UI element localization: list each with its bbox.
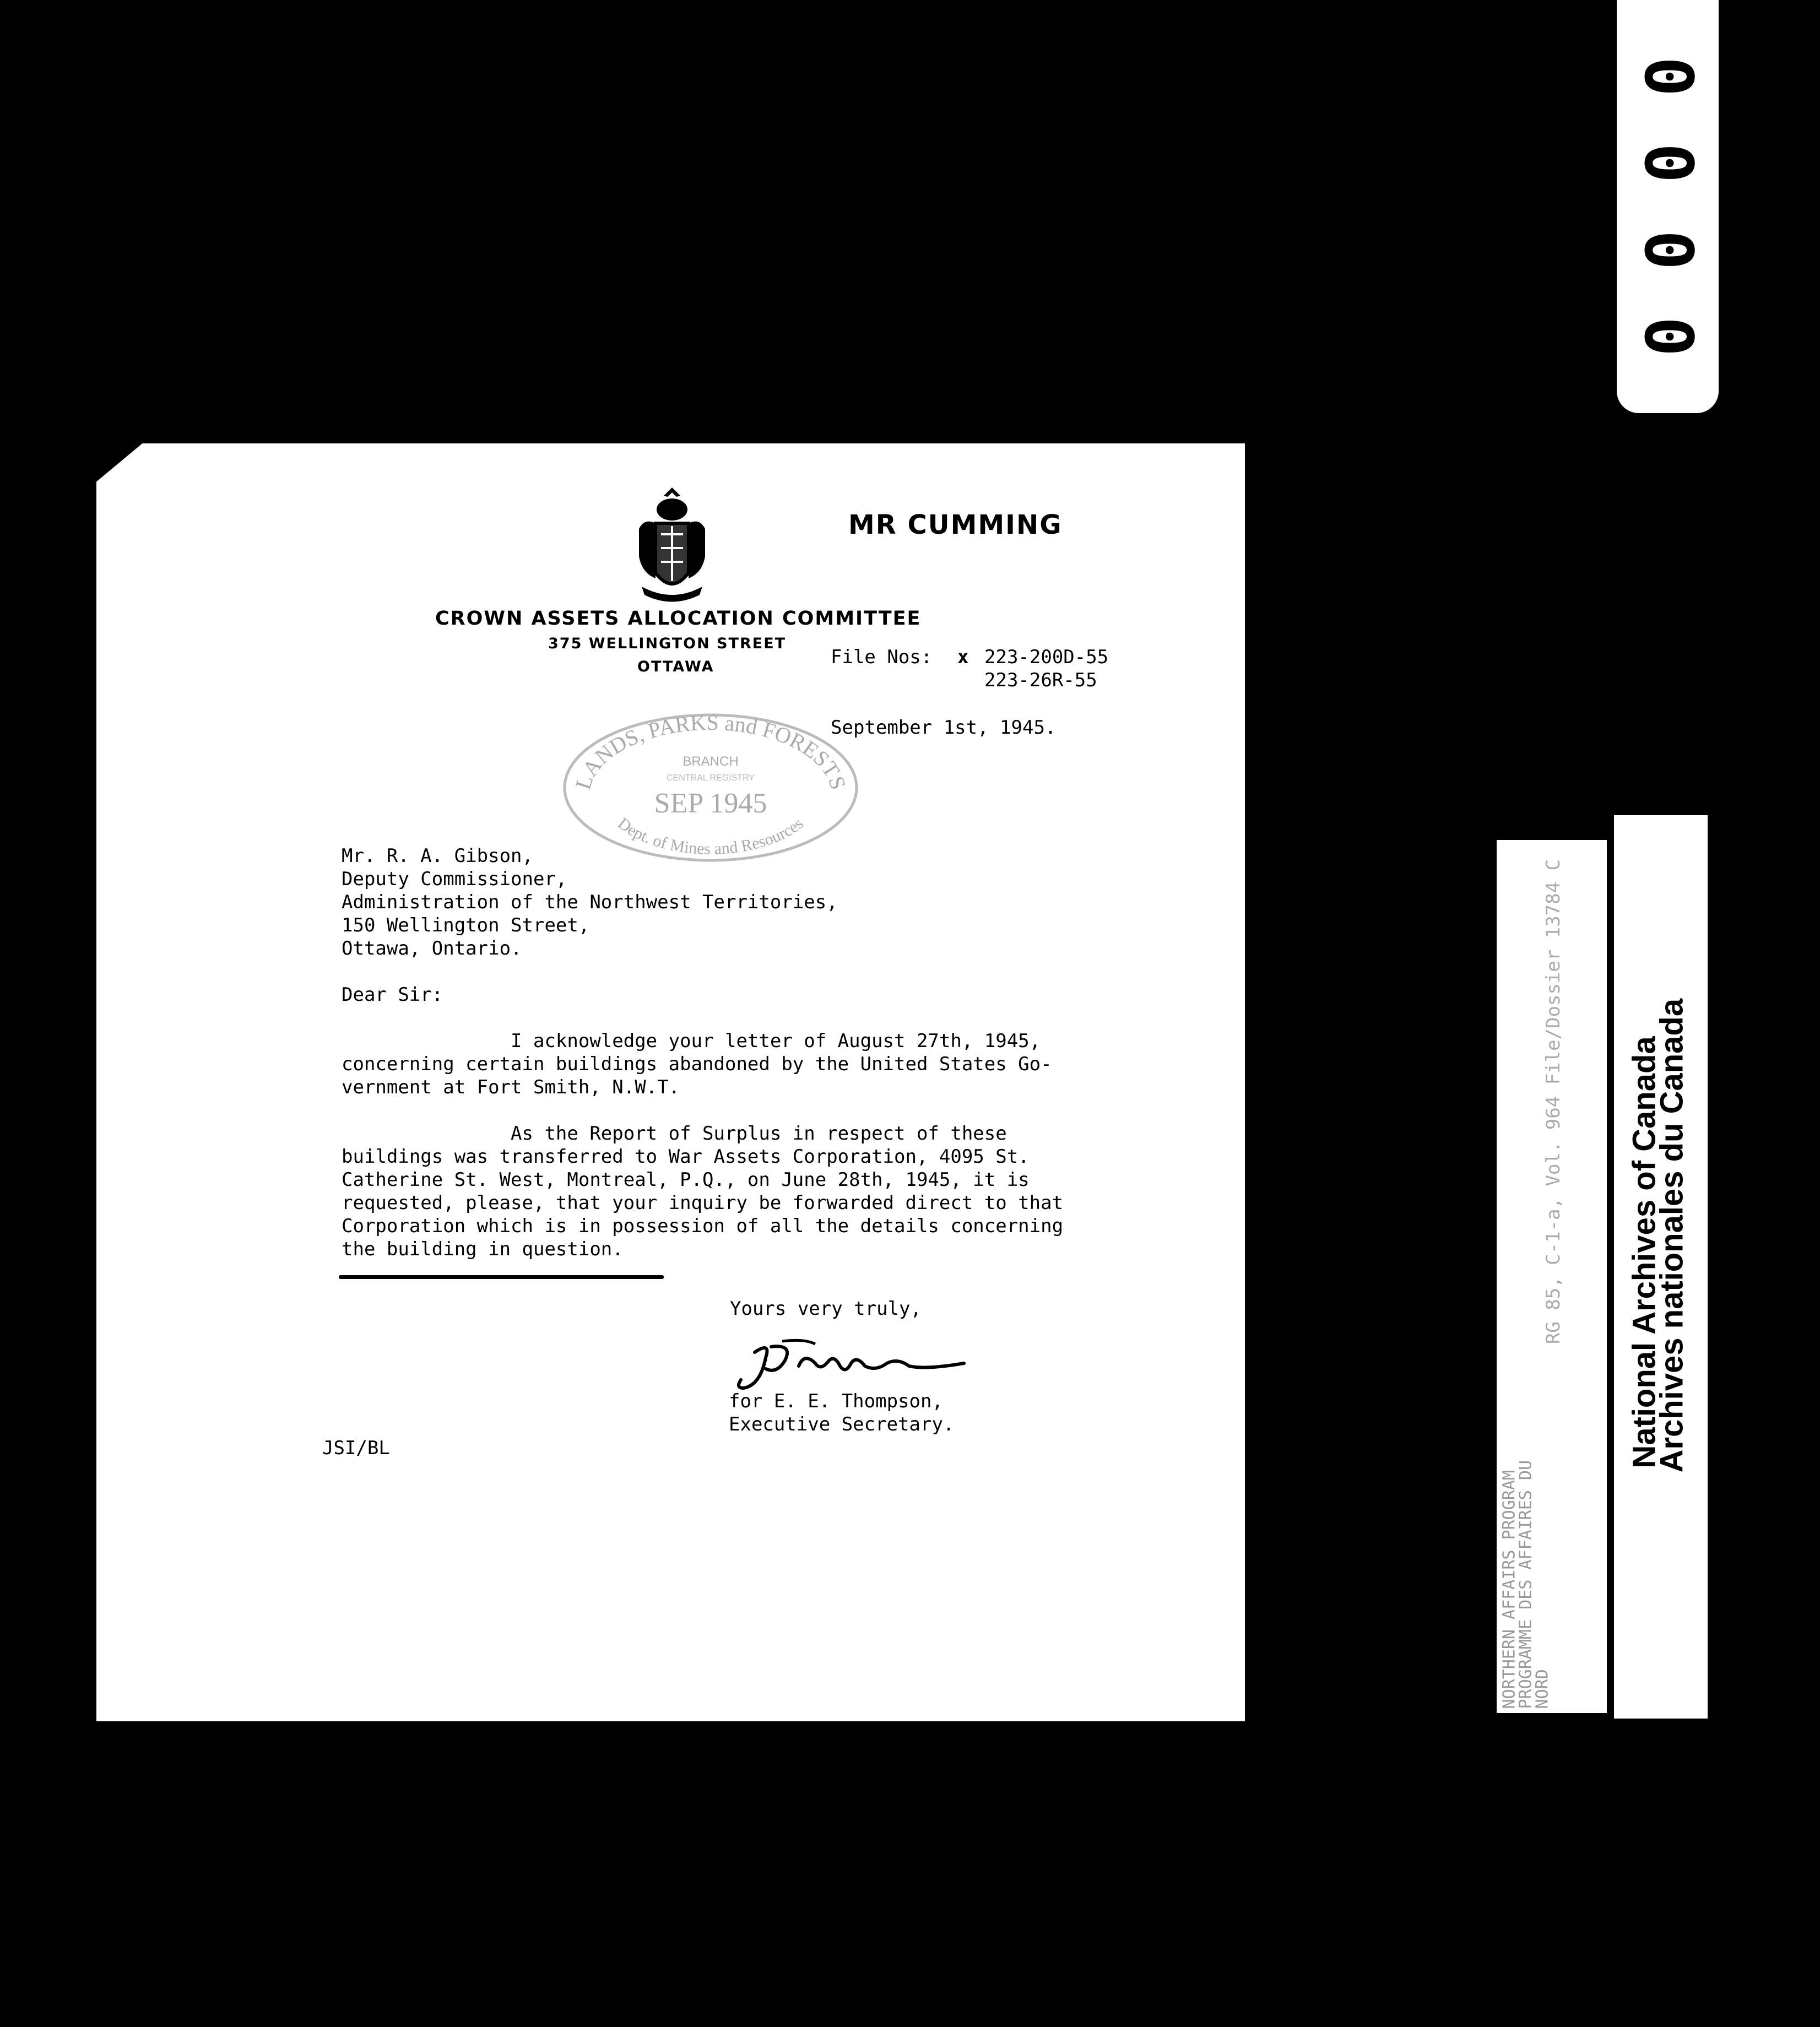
recipient-line: Ottawa, Ontario. — [342, 937, 522, 960]
stamp-date: SEP 1945 — [654, 788, 767, 819]
signer-title: Executive Secretary. — [729, 1413, 955, 1435]
stamp-line-1: LANDS, PARKS and FORESTS — [570, 709, 851, 793]
frame-digit: 0 — [1629, 143, 1707, 183]
paragraph-line: requested, please, that your inquiry be forwarded direct to that — [342, 1192, 1064, 1214]
frame-digit: 0 — [1629, 317, 1707, 357]
file-nos-marker: x — [957, 646, 969, 668]
archives-name-en: National Archives of Canada — [1626, 1036, 1662, 1468]
archive-ref-line: RG 85, C-1-a, Vol. 964 — [1542, 1096, 1564, 1345]
recipient-line: Mr. R. A. Gibson, — [342, 845, 533, 867]
paragraph-line: Catherine St. West, Montreal, P.Q., on June 28th, 1945, it is — [342, 1169, 1030, 1191]
file-no-1: 223-200D-55 — [984, 646, 1109, 668]
signature — [733, 1336, 975, 1396]
letter-date: September 1st, 1945. — [831, 717, 1057, 739]
paragraph-line: buildings was transferred to War Assets Corporation, 4095 St. — [342, 1146, 1030, 1168]
file-nos-label: File Nos: — [831, 646, 933, 668]
recipient-stamp: MR CUMMING — [848, 510, 1063, 540]
paragraph-line: concerning certain buildings abandoned by the United States Go- — [342, 1053, 1052, 1075]
program-line-fr: PROGRAMME DES AFFAIRES DU — [1516, 1460, 1536, 1709]
stamp-line-2: BRANCH — [682, 754, 739, 769]
recipient-line: 150 Wellington Street, — [342, 914, 590, 936]
received-stamp — [556, 708, 865, 868]
recipient-line: Deputy Commissioner, — [342, 868, 567, 890]
salutation: Dear Sir: — [342, 984, 443, 1006]
reference-initials: JSI/BL — [322, 1437, 390, 1459]
paper-tear-mark — [270, 545, 314, 606]
letter-body — [342, 844, 1063, 1261]
paragraph-line: Corporation which is in possession of all the details concerning — [342, 1215, 1064, 1237]
paragraph-line: vernment at Fort Smith, N.W.T. — [342, 1076, 680, 1098]
hand-underline — [339, 1275, 664, 1279]
signer: for E. E. Thompson, — [729, 1390, 943, 1412]
stamp-line-3: CENTRAL REGISTRY — [666, 773, 755, 783]
coat-of-arms-icon — [628, 485, 716, 606]
paragraph-line: the building in question. — [342, 1238, 624, 1260]
archive-ref-line-2: File/Dossier 13784 C — [1542, 859, 1564, 1085]
letterhead-org: CROWN ASSETS ALLOCATION COMMITTEE — [435, 608, 922, 630]
paragraph-line: I acknowledge your letter of August 27th, 1945, — [342, 1030, 1041, 1052]
stamp-line-4: Dept. of Mines and Resources — [614, 814, 807, 858]
frame-number-strip — [1617, 0, 1719, 413]
file-no-2: 223-26R-55 — [984, 669, 1097, 691]
archives-name-fr: Archives nationales du Canada — [1654, 998, 1690, 1473]
letterhead-street: 375 WELLINGTON STREET — [548, 635, 787, 652]
letterhead-city: OTTAWA — [637, 658, 714, 675]
program-line-fr-2: NORD — [1532, 1669, 1552, 1709]
program-line-en: NORTHERN AFFAIRS PROGRAM — [1499, 1470, 1519, 1709]
paragraph-line: As the Report of Surplus in respect of these — [342, 1123, 1007, 1145]
frame-digit: 0 — [1629, 56, 1707, 96]
recipient-line: Administration of the Northwest Territories, — [342, 891, 838, 913]
frame-digit: 0 — [1629, 230, 1707, 270]
closing: Yours very truly, — [730, 1298, 922, 1320]
